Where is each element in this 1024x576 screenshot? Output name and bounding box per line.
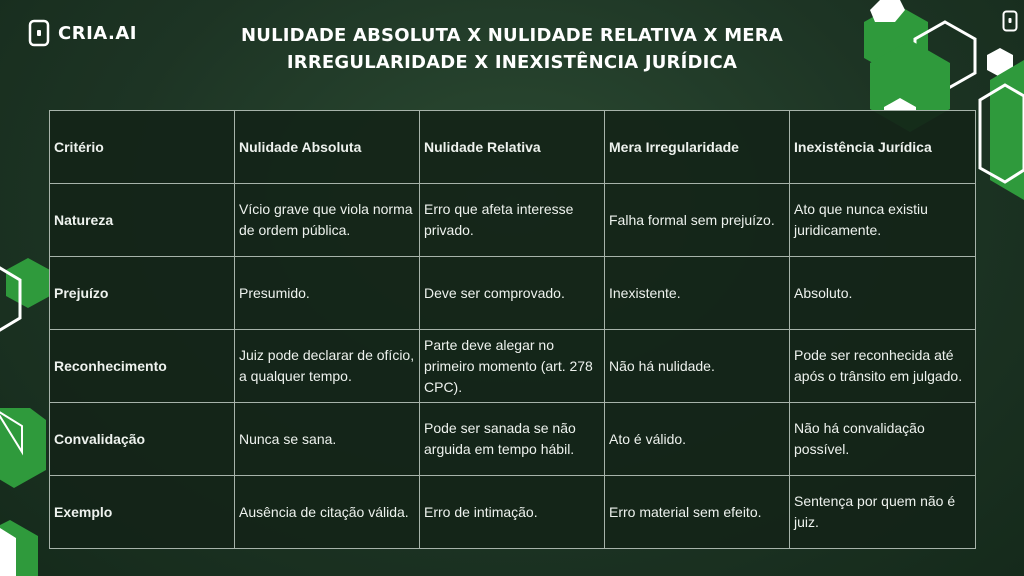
row-criterion: Prejuízo xyxy=(50,257,235,330)
table-row xyxy=(50,330,976,403)
comparison-table xyxy=(49,110,976,549)
header-nulidade-absoluta: Nulidade Absoluta xyxy=(235,111,420,184)
header-inexistencia-juridica: Inexistência Jurídica xyxy=(790,111,976,184)
table-cell: Ato que nunca existiu juridicamente. xyxy=(790,184,976,257)
table-cell: Inexistente. xyxy=(605,257,790,330)
table-cell: Presumido. xyxy=(235,257,420,330)
phone-icon xyxy=(28,19,50,47)
table-cell: Sentença por quem não é juiz. xyxy=(790,476,976,549)
table-cell: Juiz pode declarar de ofício, a qualquer tempo. xyxy=(235,330,420,403)
table-cell: Erro material sem efeito. xyxy=(605,476,790,549)
table-row xyxy=(50,257,976,330)
row-criterion: Natureza xyxy=(50,184,235,257)
table-cell: Vício grave que viola norma de ordem pública. xyxy=(235,184,420,257)
table-cell: Ato é válido. xyxy=(605,403,790,476)
table-cell: Pode ser sanada se não arguida em tempo hábil. xyxy=(420,403,605,476)
table-row xyxy=(50,403,976,476)
header-nulidade-relativa: Nulidade Relativa xyxy=(420,111,605,184)
table-cell: Absoluto. xyxy=(790,257,976,330)
table-cell: Não há nulidade. xyxy=(605,330,790,403)
table-cell: Parte deve alegar no primeiro momento (art. 278 CPC). xyxy=(420,330,605,403)
table-header-row xyxy=(50,111,976,184)
table-cell: Pode ser reconhecida até após o trânsito em julgado. xyxy=(790,330,976,403)
logo-text: CRIA.AI xyxy=(58,22,137,44)
row-criterion: Exemplo xyxy=(50,476,235,549)
table-cell: Ausência de citação válida. xyxy=(235,476,420,549)
logo xyxy=(28,18,137,48)
row-criterion: Convalidação xyxy=(50,403,235,476)
table-cell: Falha formal sem prejuízo. xyxy=(605,184,790,257)
row-criterion: Reconhecimento xyxy=(50,330,235,403)
table-cell: Nunca se sana. xyxy=(235,403,420,476)
table-cell: Erro de intimação. xyxy=(420,476,605,549)
page-title: NULIDADE ABSOLUTA X NULIDADE RELATIVA X MERA IRREGULARIDADE X INEXISTÊNCIA JURÍDICA xyxy=(240,25,783,73)
table-row xyxy=(50,476,976,549)
table-cell: Não há convalidação possível. xyxy=(790,403,976,476)
phone-icon xyxy=(1002,10,1018,32)
header-criterio: Critério xyxy=(50,111,235,184)
table-row xyxy=(50,184,976,257)
header-mera-irregularidade: Mera Irregularidade xyxy=(605,111,790,184)
table-cell: Erro que afeta interesse privado. xyxy=(420,184,605,257)
table-cell: Deve ser comprovado. xyxy=(420,257,605,330)
